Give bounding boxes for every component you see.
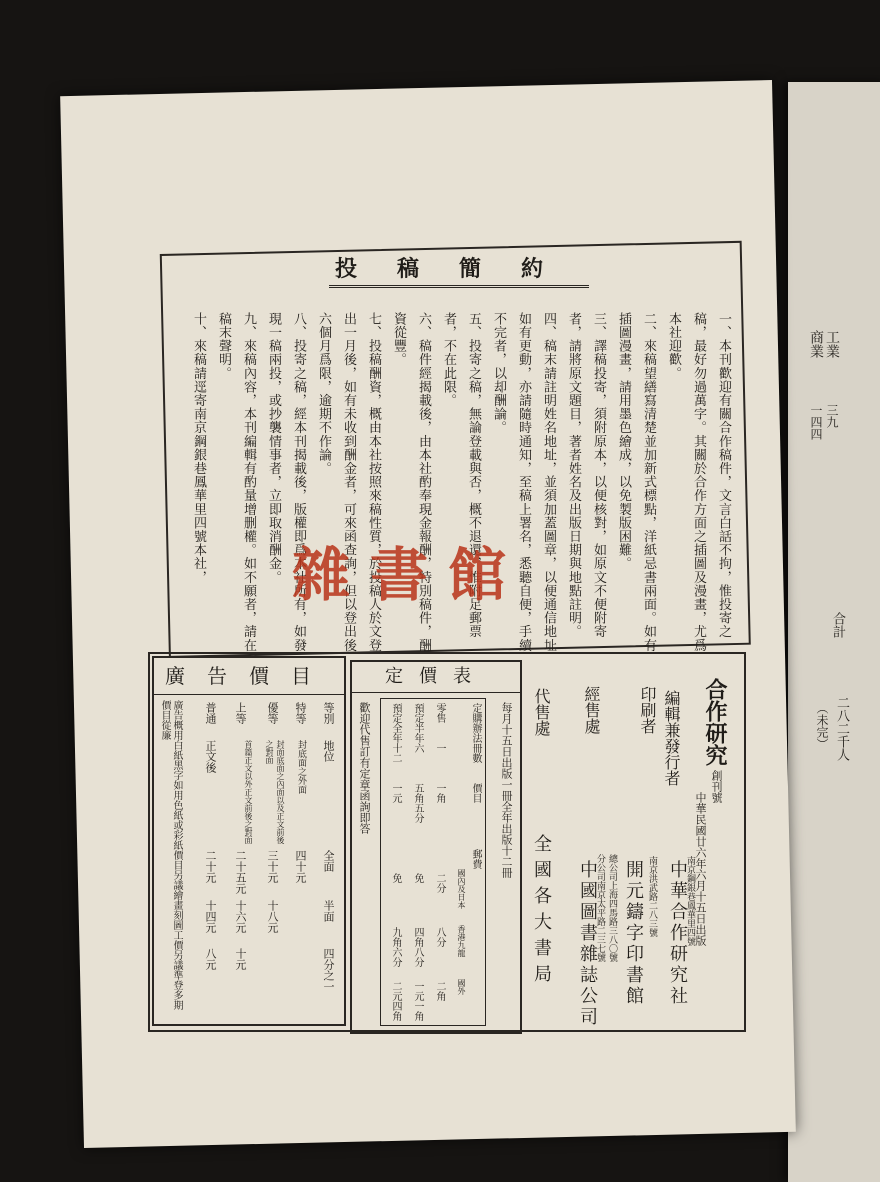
issue-date: 中華民國廿六年六月十五日出版 [694,792,707,946]
sub-header-postage: 郵費 [470,849,481,869]
magazine-title: 合作研究 [702,678,728,766]
issue-label: 創刊號 [710,770,723,803]
guidelines-title-row [170,252,748,292]
sub-header-price: 價目 [470,783,481,803]
seller-address-2: 分公司南京太平路二三七號 [595,854,605,962]
sub-row3-label: 預定全年 [390,703,401,743]
rule-3: 三、譯稿投寄，須附原本，以便核對，如原文不便附寄者，請將原文題目，著者姓名及出版日期與地點註明。 [566,312,606,639]
sub-row3-post2: 九角六分 [390,927,401,967]
ad-row3-half: 十六元 [234,900,247,933]
ad-header-half: 半面 [322,900,335,922]
ad-rates-note: 廣告概用白紙黑字如用色紙或彩紙價目另議繪畫刻圖工價另議準登多期價目從廉 [159,700,182,1010]
adjacent-label-industry: 工業 [824,330,840,358]
sub-row2-label: 預定半年 [412,703,423,743]
seller-address-1: 總公司上海四馬路三八〇號 [607,854,617,962]
sub-row3-post1: 免 [390,873,401,883]
editor-name: 中華合作研究社 [667,860,688,1007]
sub-row3-price: 一元 [390,783,401,803]
rule-5: 五、投寄之稿，無論登載與否，概不退還，惟附足郵票者，不在此限。 [441,312,481,639]
sub-postage-domestic: 國內及日本 [457,869,466,909]
adjacent-total-label: 合計 [830,612,845,638]
adjacent-label-commerce: 商業 [808,330,824,358]
sub-row1-price: 一角 [434,783,445,803]
agent-name: 全國各大書局 [531,834,552,990]
rule-10: 十、來稿請逕寄南京鋼銀巷鳳華里四號本社， [191,312,206,584]
guidelines-title: 投稿簡約 [334,256,583,282]
ad-row1-class: 特等 [294,702,307,724]
rule-8: 八、投寄之稿，經本刊揭載後，版權即爲本社所有，如發現一稿兩投，或抄襲情事者，立即取消酬金。 [266,312,306,652]
ad-row4-full: 二十元 [204,850,217,883]
sub-row2-post2: 四角八分 [412,927,423,967]
sub-row1-post2: 八分 [434,927,445,947]
ad-row2-position: 封面底面之內面以及正文前後之對面 [265,740,285,844]
agent-label: 代售處 [532,688,551,736]
rule-4: 四、稿末請註明姓名地址，並須加蓋圖章，以便通信地址如有更動，亦請隨時通知，至稿上署名，悉聽自便，手續不完者，以却酬論。 [491,312,556,652]
seller-label: 經售處 [582,686,601,734]
rule-6: 六、稿件經揭載後，由本社酌奉現金報酬，特別稿件，酬資從豐。 [391,312,431,652]
rule-7: 七、投稿酬資，概由本社按照來稿性質，於投稿人於文登出一月後，如有未收到酬金者，可來函查詢，但以登出後六個月爲限，逾期不作論。 [316,312,381,652]
bottom-frame [148,652,746,1032]
ad-row2-full: 三十元 [266,850,279,883]
subscription-note-2: 歡迎代售訂有定章函詢即答 [358,702,371,834]
adjacent-total: 二八二千人 [834,696,849,761]
sub-row1-count: 一 [434,743,445,753]
printer-address: 南京洪武路二八三號 [647,856,657,937]
sub-row1-post1: 二分 [434,873,445,893]
adjacent-num-1: 三九 [825,404,839,428]
ad-row4-position: 正文後 [204,740,217,773]
watermark-stamp: 雜書館 [292,541,527,609]
ad-row2-class: 優等 [266,702,279,724]
sub-header-method: 定購辦法 [470,703,481,743]
sub-row2-price: 五角五分 [412,783,423,823]
seller-name: 中國圖書雜誌公司 [577,860,598,1028]
ad-row1-full: 四十元 [294,850,307,883]
ad-row3-quarter: 十元 [234,948,247,970]
ad-header-quarter: 四分之一 [322,948,335,992]
adjacent-page [788,82,880,1182]
printer-label: 印刷者 [638,686,657,734]
ad-row4-half: 十四元 [204,900,217,933]
ad-row3-full: 二十五元 [234,850,247,894]
rule-9: 九、來稿內容，本刊編輯有酌量增删權。如不願者，請在稿末聲明。 [216,312,256,652]
ad-row2-half: 十八元 [266,900,279,933]
editor-address: 南京鋼銀巷鳳華里四號 [685,856,695,946]
sub-row2-post1: 免 [412,873,423,883]
sub-row1-label: 零售 [434,703,445,723]
ad-row4-class: 普通 [204,702,217,724]
ad-header-position: 地位 [322,740,335,762]
sub-postage-foreign: 國外 [457,979,466,995]
ad-header-class: 等別 [322,702,335,724]
sub-row2-post3: 一元一角 [412,981,423,1021]
subscription-note-1: 每月十五日出版一冊全年出版十二冊 [500,702,513,878]
editor-label: 編輯兼發行者 [662,690,681,786]
sub-row2-count: 六 [412,743,423,753]
sub-postage-hk: 香港九龍 [457,925,466,957]
adjacent-num-2: 一四四 [809,404,823,440]
sub-row3-count: 十二 [390,743,401,763]
sub-row3-post3: 二元四角 [390,981,401,1021]
printer-name: 開元鑄字印書館 [623,860,644,1007]
sub-row1-post3: 二角 [434,981,445,1001]
ad-row1-position: 封底面之外面 [296,740,306,794]
ad-row3-position: 首篇正文以外正文前後之對面 [244,740,253,844]
ad-row3-class: 上等 [234,702,247,724]
adjacent-note: （未完） [815,702,829,750]
rule-2: 二、來稿望繕寫清楚並加新式標點，洋紙忌書兩面。如有插圖漫畫，請用墨色繪成，以免製版困難。 [616,312,656,652]
sub-header-count: 冊數 [470,743,481,763]
ad-rates-title: 廣告價目 [154,658,344,695]
rule-1: 一、本刊歡迎有關合作稿件，文言白話不拘，惟投寄之稿，最好勿過萬字。其關於合作方面之插圖及漫畫，尤爲本社迎歡。 [666,312,731,652]
ad-row4-quarter: 八元 [204,948,217,970]
title-underline [329,285,589,288]
ad-header-full: 全面 [322,850,335,872]
subscription-title: 定價表 [352,662,520,693]
